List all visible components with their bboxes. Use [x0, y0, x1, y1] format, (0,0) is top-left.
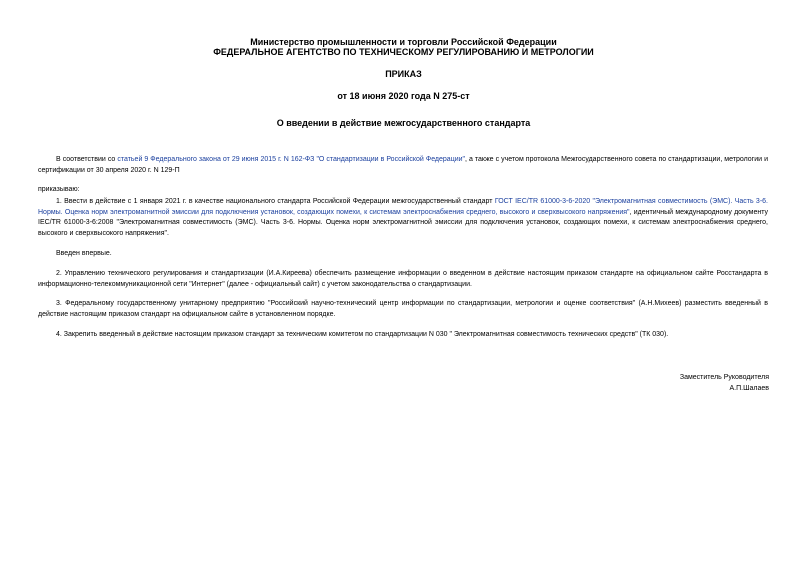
ministry-heading: Министерство промышленности и торговли Российской Федерации	[250, 37, 557, 47]
federal-law-link[interactable]: статьей 9 Федерального закона от 29 июня 2015 г. N 162-ФЗ "О стандартизации в Российской Федерации"	[117, 156, 466, 163]
item-4-paragraph: 4. Закрепить введенный в действие настоящим приказом стандарт за техническим комитетом по стандартизации N 030 " Электромагнитная совместимость технических средств" (ТК 030).	[56, 331, 669, 338]
introduced-first-note: Введен впервые.	[56, 250, 112, 257]
item-1-suffix: , идентичный международному документу IEC/TR 61000-3-6:2008 "Электромагнитная совместимость (ЭМС). Часть 3-6. Нормы. Оценка норм электромагнитной эмиссии для подключения установок, создающих помехи, к системам электроснабжения среднего, высокого и сверхвысокого напряжения".	[38, 208, 768, 237]
doc-date-number: от 18 июня 2020 года N 275-ст	[337, 91, 470, 101]
preamble-suffix: , а также с учетом протокола Межгосударственного совета по стандартизации, метрологии и сертификации от 30 апреля 2020 г. N 129-П	[38, 156, 768, 174]
item-1-paragraph	[38, 197, 768, 239]
doc-title: О введении в действие межгосударственного стандарта	[276, 118, 531, 128]
doc-type-heading: ПРИКАЗ	[385, 69, 422, 79]
order-word: приказываю:	[38, 186, 80, 193]
item-2-paragraph: 2. Управлению технического регулирования и стандартизации (И.А.Киреева) обеспечить размещение информации о введенном в действие настоящим приказом стандарте на официальном сайте Росстандарта в информационно-телекоммуникационной сети "Интернет" (далее - официальный сайт) с учетом законодательства о стандартизации.	[38, 270, 768, 288]
preamble-paragraph	[38, 155, 768, 176]
gost-standard-link[interactable]: ГОСТ IEC/TR 61000-3-6-2020 "Электромагнитная совместимость (ЭМС). Часть 3-6. Нормы. Оценка норм электромагнитной эмиссии для подключения установок, создающих помехи, к системам электроснабжения среднего, высокого и сверхвысокого напряжения"	[38, 198, 768, 216]
item-1-prefix: 1. Ввести в действие с 1 января 2021 г. в качестве национального стандарта Российской Федерации межгосударственный стандарт	[56, 198, 495, 205]
signatory-position: Заместитель Руководителя	[679, 374, 769, 381]
signatory-name: А.П.Шалаев	[729, 385, 769, 392]
item-3-paragraph: 3. Федеральному государственному унитарному предприятию "Российский научно-технический центр информации по стандартизации, метрологии и оценке соответствия" (А.Н.Михеев) разместить введенный в действие настоящим приказом стандарт на официальном сайте в установленном порядке.	[38, 300, 768, 318]
agency-heading: ФЕДЕРАЛЬНОЕ АГЕНТСТВО ПО ТЕХНИЧЕСКОМУ РЕГУЛИРОВАНИЮ И МЕТРОЛОГИИ	[213, 47, 594, 57]
preamble-prefix: В соответствии со	[56, 156, 118, 163]
